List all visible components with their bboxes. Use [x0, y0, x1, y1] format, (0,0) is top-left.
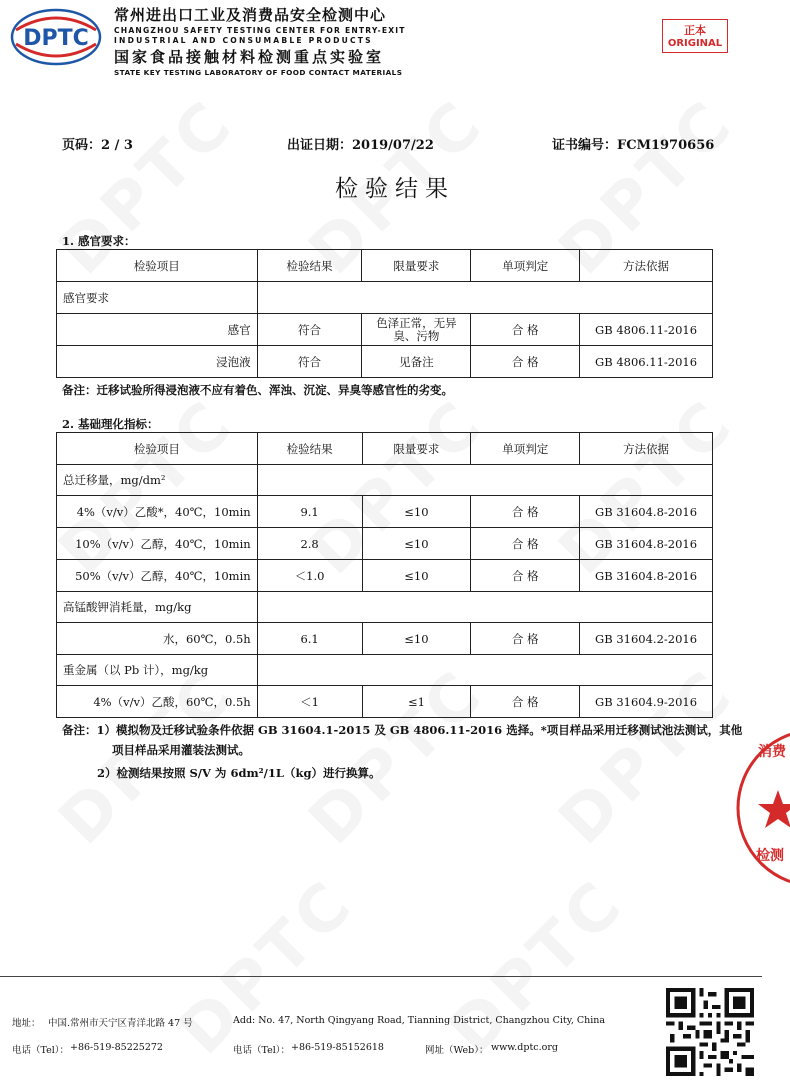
- group-row: [57, 465, 713, 496]
- section-2-heading: 2. 基础理化指标：: [62, 417, 159, 431]
- footer-tel-2: +86-519-85152618: [291, 1042, 384, 1053]
- item-cell: 水，60℃，0.5h: [57, 623, 258, 655]
- limit-cell: ≤10: [362, 560, 471, 592]
- org-name-zh: 常州进出口工业及消费品安全检测中心: [114, 6, 387, 24]
- verdict-cell: 合 格: [471, 528, 580, 560]
- watermark-text: [165, 865, 369, 1069]
- result-cell: 2.8: [257, 528, 362, 560]
- red-seal-stamp: [736, 718, 790, 898]
- group-label: 感官要求: [57, 282, 258, 314]
- limit-cell: 色泽正常，无异臭、污物: [362, 314, 471, 346]
- dptc-logo: [10, 8, 102, 66]
- footer-address-en: Add: No. 47, North Qingyang Road, Tianning District, Changzhou City, China: [233, 1015, 606, 1026]
- item-cell: 50%（v/v）乙醇，40℃，10min: [57, 560, 258, 592]
- column-header: 检验结果: [257, 250, 362, 282]
- group-label: 总迁移量，mg/dm²: [57, 465, 258, 496]
- org-name-en-1: CHANGZHOU SAFETY TESTING CENTER FOR ENTRY-EXIT: [114, 26, 406, 35]
- limit-cell: 见备注: [362, 346, 471, 378]
- method-cell: GB 31604.9-2016: [580, 686, 713, 718]
- method-cell: GB 31604.8-2016: [580, 496, 713, 528]
- section-2-note-1b: 项目样品采用灌装法测试。: [112, 743, 250, 757]
- result-cell: 9.1: [257, 496, 362, 528]
- table-header-row: [57, 433, 713, 465]
- organization-block: [114, 4, 434, 77]
- column-header: 检验结果: [257, 433, 362, 465]
- org-name-en-2: INDUSTRIAL AND CONSUMABLE PRODUCTS: [114, 36, 373, 45]
- footer-web-label: 网址（Web）：: [425, 1045, 489, 1056]
- result-cell: 6.1: [257, 623, 362, 655]
- stamp-top-text: 消费: [758, 744, 786, 760]
- item-cell: 感官: [57, 314, 258, 346]
- verdict-cell: 合 格: [471, 314, 580, 346]
- footer-address-zh: 中国.常州市天宁区青洋北路 47 号: [48, 1018, 193, 1029]
- column-header: 检验项目: [57, 250, 258, 282]
- table-row: [57, 346, 713, 378]
- column-header: 方法依据: [580, 250, 713, 282]
- result-cell: 符合: [257, 314, 362, 346]
- section-1-note: 备注：迁移试验所得浸泡液不应有着色、浑浊、沉淀、异臭等感官性的劣变。: [62, 383, 453, 397]
- verdict-cell: 合 格: [471, 686, 580, 718]
- lab-name-zh: 国家食品接触材料检测重点实验室: [114, 48, 385, 66]
- footer-tel-2-label: 电话（Tel）：: [233, 1045, 291, 1056]
- method-cell: GB 31604.8-2016: [580, 528, 713, 560]
- method-cell: GB 4806.11-2016: [580, 314, 713, 346]
- verdict-cell: 合 格: [471, 623, 580, 655]
- column-header: 限量要求: [362, 433, 471, 465]
- issue-date: 出证日期：2019/07/22: [287, 138, 434, 153]
- column-header: 限量要求: [362, 250, 471, 282]
- method-cell: GB 4806.11-2016: [580, 346, 713, 378]
- table-row: [57, 623, 713, 655]
- original-zh: 正本: [684, 24, 706, 37]
- group-row: [57, 655, 713, 686]
- verdict-cell: 合 格: [471, 346, 580, 378]
- column-header: 检验项目: [57, 433, 258, 465]
- page-title: 检验结果: [335, 176, 455, 202]
- physicochemical-table: [56, 432, 713, 718]
- result-cell: 符合: [257, 346, 362, 378]
- lab-name-en: STATE KEY TESTING LABORATORY OF FOOD CONTACT MATERIALS: [114, 68, 403, 77]
- method-cell: GB 31604.8-2016: [580, 560, 713, 592]
- footer-tel-label: 电话（Tel）：: [12, 1045, 70, 1056]
- footer-address-label: 地址：: [12, 1018, 41, 1029]
- item-cell: 4%（v/v）乙酸，60℃，0.5h: [57, 686, 258, 718]
- qr-code-icon: [666, 988, 754, 1076]
- footer-divider: [0, 976, 762, 977]
- table-row: [57, 686, 713, 718]
- limit-cell: ≤10: [362, 623, 471, 655]
- stamp-bottom-text: 检测: [756, 848, 784, 864]
- group-label: 重金属（以 Pb 计），mg/kg: [57, 655, 258, 686]
- verdict-cell: 合 格: [471, 496, 580, 528]
- table-row: [57, 314, 713, 346]
- certificate-number: 证书编号：FCM1970656: [552, 138, 715, 153]
- item-cell: 10%（v/v）乙醇，40℃，10min: [57, 528, 258, 560]
- page-number: 页码：2 / 3: [62, 138, 133, 153]
- result-cell: ＜1: [257, 686, 362, 718]
- column-header: 单项判定: [471, 433, 580, 465]
- method-cell: GB 31604.2-2016: [580, 623, 713, 655]
- group-row: [57, 592, 713, 623]
- verdict-cell: 合 格: [471, 560, 580, 592]
- original-stamp: [662, 19, 728, 53]
- group-row: [57, 282, 713, 314]
- section-1-heading: 1. 感官要求：: [62, 234, 136, 248]
- section-2-note-1: 备注：1）模拟物及迁移试验条件依据 GB 31604.1-2015 及 GB 4806.11-2016 选择。*项目样品采用迁移测试池法测试，其他: [62, 723, 743, 737]
- group-label: 高锰酸钾消耗量，mg/kg: [57, 592, 258, 623]
- column-header: 方法依据: [580, 433, 713, 465]
- logo-text: DPTC: [23, 26, 89, 51]
- result-cell: ＜1.0: [257, 560, 362, 592]
- item-cell: 4%（v/v）乙酸*，40℃，10min: [57, 496, 258, 528]
- limit-cell: ≤10: [362, 496, 471, 528]
- sensory-table: [56, 249, 713, 378]
- watermark-text: [435, 865, 639, 1069]
- limit-cell: ≤1: [362, 686, 471, 718]
- item-cell: 浸泡液: [57, 346, 258, 378]
- footer-website[interactable]: www.dptc.org: [491, 1042, 558, 1053]
- table-row: [57, 496, 713, 528]
- table-row: [57, 528, 713, 560]
- table-row: [57, 560, 713, 592]
- limit-cell: ≤10: [362, 528, 471, 560]
- table-header-row: [57, 250, 713, 282]
- column-header: 单项判定: [471, 250, 580, 282]
- original-en: ORIGINAL: [667, 38, 723, 49]
- footer-tel-1: +86-519-85225272: [70, 1042, 163, 1053]
- section-2-note-2: 2）检测结果按照 S/V 为 6dm²/1L（kg）进行换算。: [97, 766, 381, 780]
